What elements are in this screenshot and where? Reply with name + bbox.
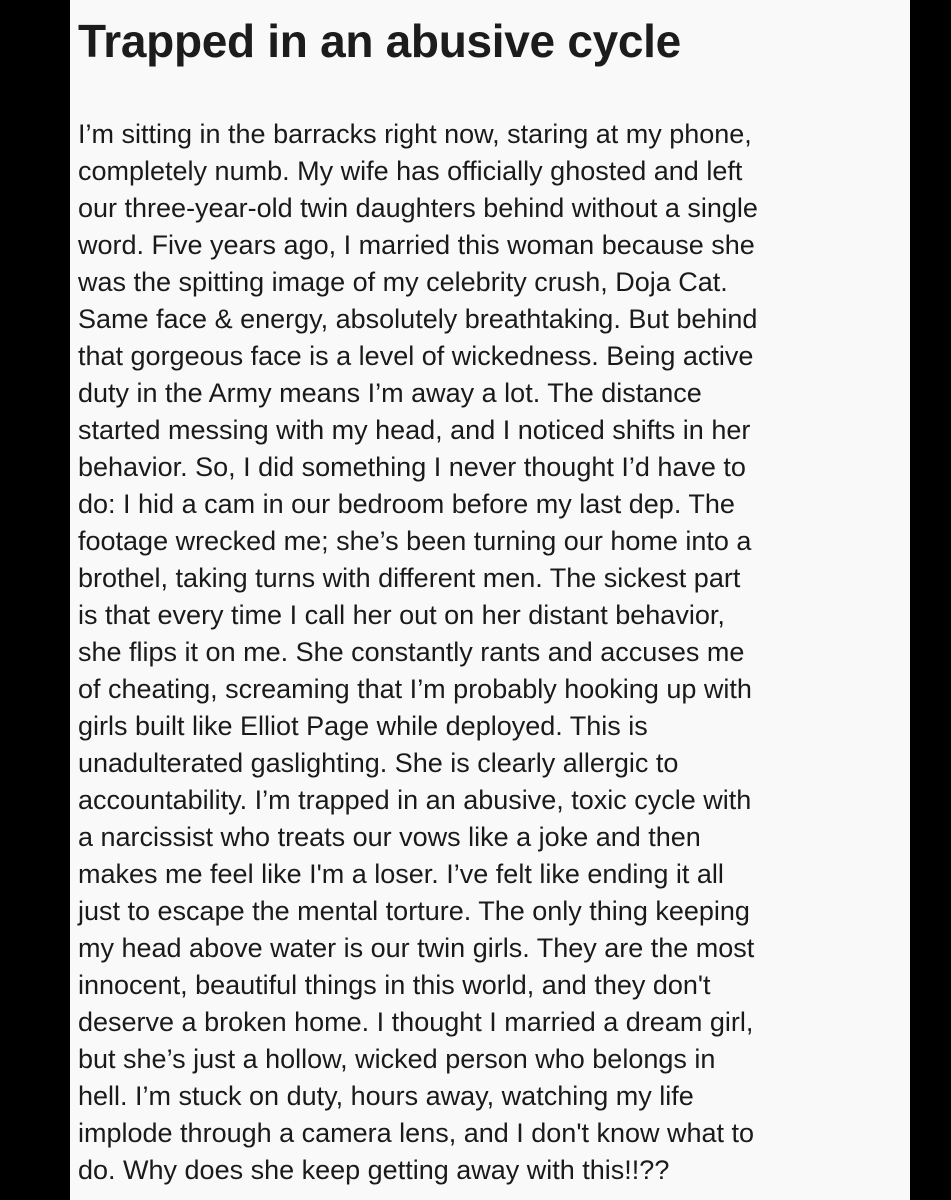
post-body-line: was the spitting image of my celebrity crush, Doja Cat. [78, 267, 728, 297]
post-body-line: footage wrecked me; she’s been turning our home into a [78, 526, 752, 556]
post-body-line: accountability. I’m trapped in an abusive, toxic cycle with [78, 785, 752, 815]
post-title: Trapped in an abusive cycle [78, 15, 681, 67]
post-body-line: do: I hid a cam in our bedroom before my last dep. The [78, 489, 735, 519]
post-body-line: deserve a broken home. I thought I married a dream girl, [78, 1007, 754, 1037]
post-body-line: that gorgeous face is a level of wickedness. Being active [78, 341, 754, 371]
post-body-line: innocent, beautiful things in this world, and they don't [78, 970, 711, 1000]
post-body-line: of cheating, screaming that I’m probably hooking up with [78, 674, 752, 704]
post-body-line: our three-year-old twin daughters behind without a single [78, 193, 758, 223]
post-body [78, 116, 904, 1189]
post-body-line: hell. I’m stuck on duty, hours away, watching my life [78, 1081, 694, 1111]
post-body-line: makes me feel like I'm a loser. I’ve felt like ending it all [78, 859, 724, 889]
post-body-line: implode through a camera lens, and I don't know what to [78, 1118, 755, 1148]
post-body-line: but she’s just a hollow, wicked person who belongs in [78, 1044, 716, 1074]
post-body-line: is that every time I call her out on her distant behavior, [78, 600, 725, 630]
post-body-line: unadulterated gaslighting. She is clearly allergic to [78, 748, 679, 778]
post-body-line: completely numb. My wife has officially ghosted and left [78, 156, 743, 186]
post-body-line: girls built like Elliot Page while deployed. This is [78, 711, 648, 741]
post-body-line: brothel, taking turns with different men. The sickest part [78, 563, 741, 593]
post-body-line: Same face & energy, absolutely breathtaking. But behind [78, 304, 758, 334]
post-body-line: I’m sitting in the barracks right now, staring at my phone, [78, 119, 752, 149]
post-body-line: just to escape the mental torture. The only thing keeping [78, 896, 750, 926]
post-body-line: behavior. So, I did something I never thought I’d have to [78, 452, 746, 482]
post-panel [70, 0, 910, 1200]
post-body-line: started messing with my head, and I noticed shifts in her [78, 415, 751, 445]
post-body-line: word. Five years ago, I married this woman because she [78, 230, 755, 260]
post-body-line: my head above water is our twin girls. They are the most [78, 933, 755, 963]
post-body-line: she flips it on me. She constantly rants and accuses me [78, 637, 745, 667]
post-body-line: duty in the Army means I’m away a lot. The distance [78, 378, 702, 408]
post-body-line: do. Why does she keep getting away with this!!?? [78, 1155, 670, 1185]
post-body-line: a narcissist who treats our vows like a joke and then [78, 822, 701, 852]
